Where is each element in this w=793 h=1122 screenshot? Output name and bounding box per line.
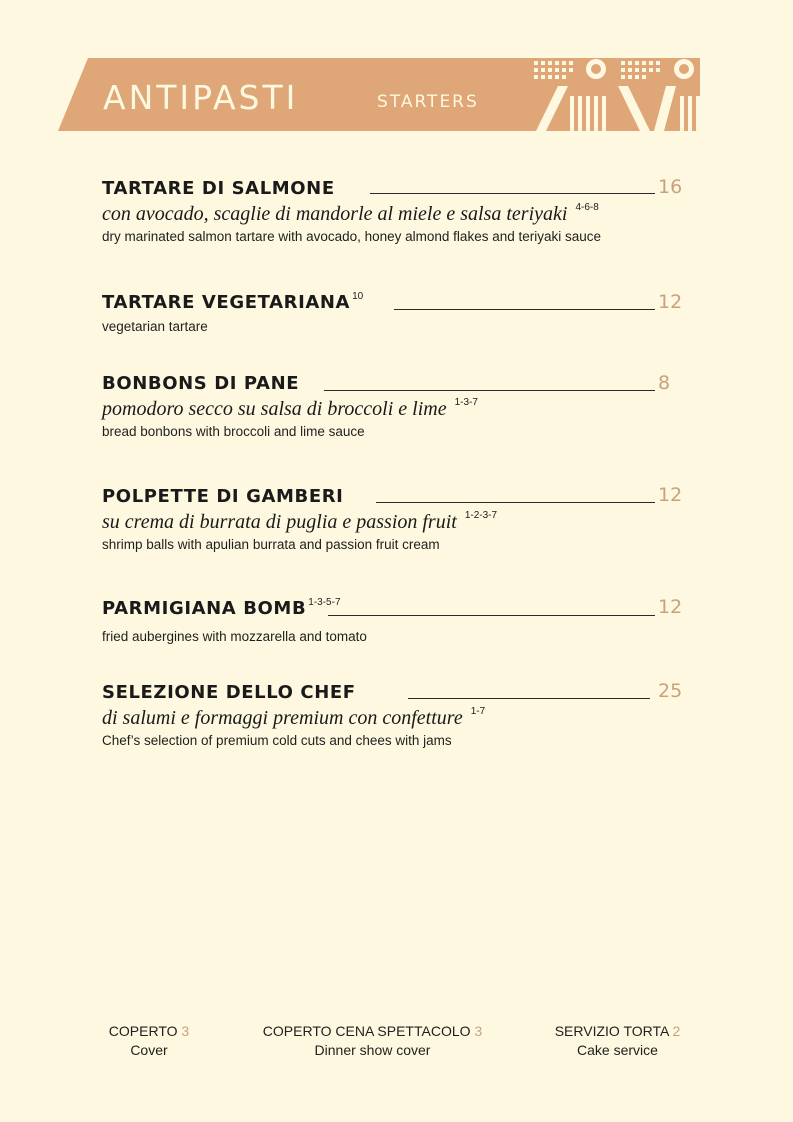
menu-item: [102, 178, 687, 246]
footer-english: Cake service: [577, 1042, 658, 1058]
item-allergens: 4-6-8: [575, 202, 599, 213]
footer-price: 3: [181, 1023, 190, 1039]
item-name: PARMIGIANA BOMB: [102, 598, 307, 619]
section-subtitle: STARTERS: [377, 92, 479, 112]
item-description-en: vegetarian tartare: [102, 319, 208, 334]
item-name: POLPETTE DI GAMBERI: [102, 486, 344, 507]
item-price: 16: [658, 176, 683, 198]
menu-item: [102, 292, 687, 336]
footer-english: Dinner show cover: [314, 1042, 431, 1058]
item-allergens: 1-3-7: [454, 397, 478, 408]
menu-item: [102, 373, 687, 441]
leader-line: [370, 193, 655, 194]
item-name: BONBONS DI PANE: [102, 373, 300, 394]
leader-line: [408, 698, 650, 699]
footer-label: COPERTO: [108, 1023, 178, 1039]
item-price: 12: [658, 484, 683, 506]
section-title: ANTIPASTI: [103, 78, 299, 117]
item-description-en: dry marinated salmon tartare with avocado, honey almond flakes and teriyaki sauce: [102, 229, 602, 244]
leader-line: [376, 502, 655, 503]
menu-item: [102, 486, 687, 554]
item-description-it: su crema di burrata di puglia e passion fruit: [102, 511, 457, 533]
item-name: TARTARE VEGETARIANA: [102, 292, 351, 313]
item-price: 12: [658, 291, 683, 313]
item-price: 8: [658, 372, 671, 394]
item-description-it: con avocado, scaglie di mandorle al miele e salsa teriyaki: [102, 203, 568, 225]
item-description-en: Chef’s selection of premium cold cuts and chees with jams: [102, 733, 452, 748]
footer-cake-service: [540, 1022, 695, 1060]
item-allergens: 1-3-5-7: [308, 597, 341, 608]
footer-cover: [100, 1022, 198, 1060]
item-allergens: 1-2-3-7: [464, 510, 498, 521]
menu-item: [102, 598, 687, 646]
menu-item: [102, 682, 687, 750]
item-name: TARTARE DI SALMONE: [102, 178, 335, 199]
leader-line: [328, 615, 655, 616]
item-description-it: di salumi e formaggi premium con confetture: [102, 707, 463, 729]
item-allergens: 10: [352, 291, 364, 302]
item-description-en: shrimp balls with apulian burrata and passion fruit cream: [102, 537, 440, 552]
footer-label: SERVIZIO TORTA: [554, 1023, 669, 1039]
footer-price: 2: [672, 1023, 681, 1039]
leader-line: [324, 390, 655, 391]
footer-label: COPERTO CENA SPETTACOLO: [262, 1023, 471, 1039]
item-allergens: 1-7: [470, 706, 486, 717]
leader-line: [394, 309, 655, 310]
footer-price: 3: [474, 1023, 483, 1039]
item-price: 12: [658, 596, 683, 618]
item-price: 25: [658, 680, 683, 702]
item-description-en: fried aubergines with mozzarella and tomato: [102, 629, 367, 644]
item-description-it: pomodoro secco su salsa di broccoli e lime: [102, 398, 447, 420]
item-name: SELEZIONE DELLO CHEF: [102, 682, 356, 703]
footer-show-cover: [240, 1022, 505, 1060]
item-description-en: bread bonbons with broccoli and lime sauce: [102, 424, 365, 439]
footer-english: Cover: [130, 1042, 168, 1058]
